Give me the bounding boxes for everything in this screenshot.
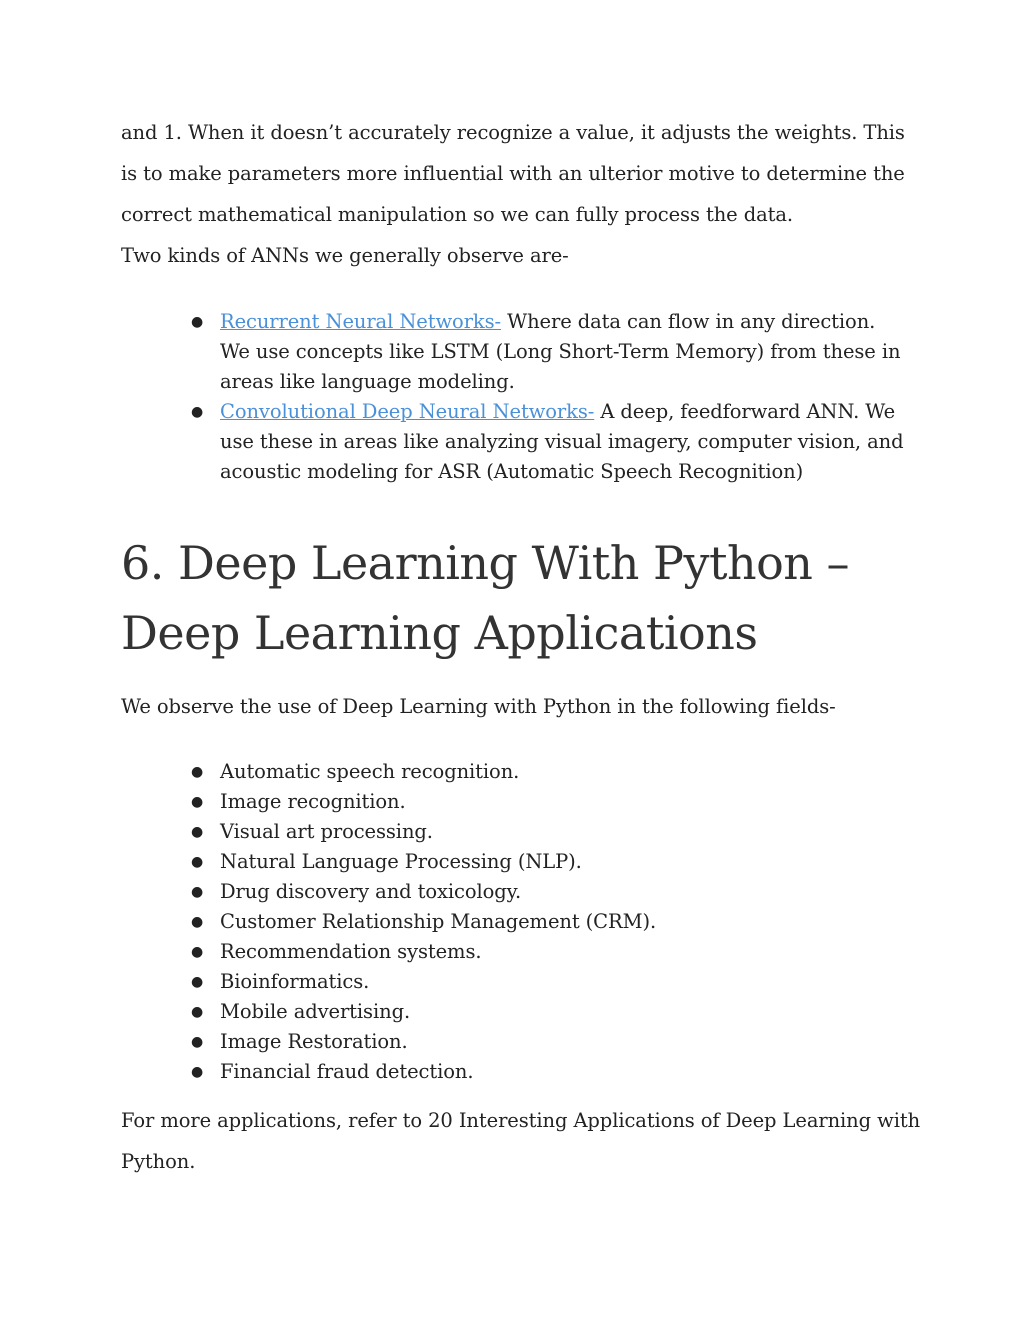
- bullet-icon: ●: [191, 764, 204, 780]
- list-item: [0, 967, 1024, 997]
- list-item-text: Image recognition.: [220, 790, 406, 813]
- bullet-icon: ●: [191, 1004, 204, 1020]
- intro-text: and 1. When it doesn’t accurately recognize a value, it adjusts the weights. This is to make parameters more influential with an ulterior motive to determine the correct mathematical manipulation so we can fully process the data.: [121, 121, 905, 226]
- list-item: [0, 847, 1024, 877]
- bullet-icon: ●: [191, 314, 204, 330]
- section-heading: 6. Deep Learning With Python – Deep Learning Applications: [121, 536, 850, 660]
- convolutional-deep-neural-networks-link[interactable]: Convolutional Deep Neural Networks-: [220, 400, 595, 423]
- bullet-icon: ●: [191, 824, 204, 840]
- bullet-icon: ●: [191, 884, 204, 900]
- recurrent-neural-networks-link[interactable]: Recurrent Neural Networks-: [220, 310, 502, 333]
- list-item: [0, 1027, 1024, 1057]
- bullet-icon: ●: [191, 914, 204, 930]
- list-item-text: Image Restoration.: [220, 1030, 408, 1053]
- bullet-icon: ●: [191, 1034, 204, 1050]
- list-item: [0, 877, 1024, 907]
- list-item-text: Customer Relationship Management (CRM).: [220, 910, 657, 933]
- applications-list: [0, 757, 1024, 1087]
- list-item-text: Where data can flow in any direction. We use concepts like LSTM (Long Short-Term Memory) from these in areas like language modeling.: [220, 310, 901, 393]
- bullet-icon: ●: [191, 404, 204, 420]
- list-item: [0, 397, 1024, 487]
- list-item-text: Drug discovery and toxicology.: [220, 880, 522, 903]
- list-item: [0, 787, 1024, 817]
- outro-paragraph: For more applications, refer to 20 Interesting Applications of Deep Learning with Python.: [121, 1109, 921, 1173]
- list-item-text: Bioinformatics.: [220, 970, 370, 993]
- list-item: [0, 757, 1024, 787]
- bullet-icon: ●: [191, 794, 204, 810]
- bullet-icon: ●: [191, 974, 204, 990]
- list-item: [0, 997, 1024, 1027]
- ann-lead-text: Two kinds of ANNs we generally observe are-: [121, 244, 569, 267]
- bullet-icon: ●: [191, 1064, 204, 1080]
- list-item-text: Automatic speech recognition.: [220, 760, 520, 783]
- ann-types-list: [0, 307, 1024, 487]
- list-item-text: Natural Language Processing (NLP).: [220, 850, 582, 873]
- list-item-text: Financial fraud detection.: [220, 1060, 474, 1083]
- list-item: [0, 307, 1024, 397]
- bullet-icon: ●: [191, 854, 204, 870]
- list-item-text: A deep, feedforward ANN. We use these in areas like analyzing visual imagery, computer vision, and acoustic modeling for ASR (Automatic Speech Recognition): [220, 400, 904, 483]
- list-item-text: Recommendation systems.: [220, 940, 482, 963]
- fields-lead-text: We observe the use of Deep Learning with Python in the following fields-: [121, 695, 836, 718]
- list-item: [0, 1057, 1024, 1087]
- bullet-icon: ●: [191, 944, 204, 960]
- list-item-text: Mobile advertising.: [220, 1000, 411, 1023]
- list-item-text: Visual art processing.: [220, 820, 433, 843]
- list-item: [0, 907, 1024, 937]
- list-item: [0, 817, 1024, 847]
- intro-paragraph: [121, 112, 921, 276]
- list-item: [0, 937, 1024, 967]
